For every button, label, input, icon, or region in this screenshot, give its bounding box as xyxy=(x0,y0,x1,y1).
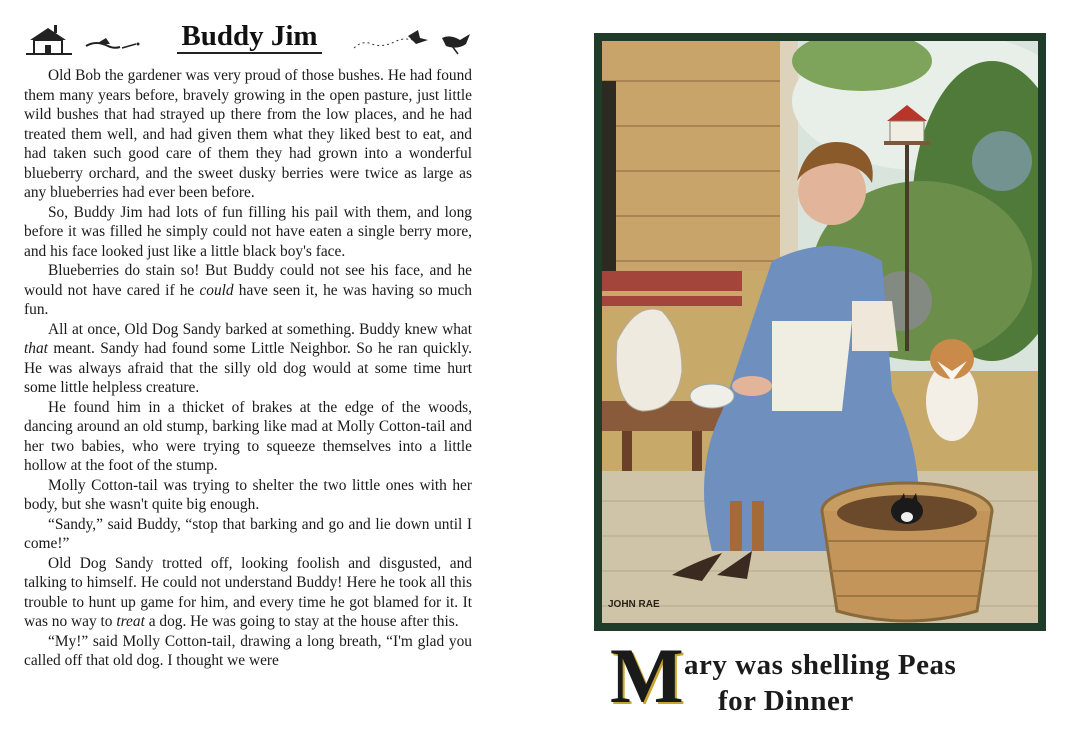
page-header xyxy=(22,18,477,62)
left-page xyxy=(0,0,500,751)
paragraph: “Sandy,” said Buddy, “stop that barking and go and lie down until I come!” xyxy=(24,515,472,552)
paragraph: “My!” said Molly Cotton-tail, drawing a long breath, “I'm glad you called off that old dog. I thought we were xyxy=(24,632,472,669)
right-page xyxy=(560,0,1065,751)
caption-line-2: for Dinner xyxy=(718,685,854,717)
paragraph: Old Bob the gardener was very proud of those bushes. He had found them many years before, bravely growing in the open pasture, just little wild bushes that had strayed up there from the low places, and he had treated them well, and had given them what they liked best to eat, and had taken such good care of them they had grown into a wonderful blueberry orchard, and the sweet dusky berries were twice as large as any blueberries had ever been before. xyxy=(24,67,472,201)
caption-drop-cap: M xyxy=(610,632,684,719)
illustration xyxy=(602,41,1038,623)
porch-scene-illustration xyxy=(602,41,1038,623)
paragraph: All at once, Old Dog Sandy barked at something. Buddy knew what that meant. Sandy had found some Little Neighbor. So he ran quickly. He was always afraid that the silly old dog would at some time hurt some little helpless creature. xyxy=(24,320,472,396)
paragraph: Molly Cotton-tail was trying to shelter the two little ones with her body, but she wasn't quite big enough. xyxy=(24,476,472,513)
caption-line-1: ary was shelling Peas xyxy=(684,649,957,681)
paragraph: Old Dog Sandy trotted off, looking foolish and disgusted, and talking to himself. He could not understand Buddy! Here he took all this trouble to hunt up game for him, and every time he got blamed for it. It was no way to treat a dog. He was going to stay at the house after this. xyxy=(24,554,472,630)
birds-ornament-icon xyxy=(352,24,477,58)
story-text xyxy=(24,66,472,671)
illustration-frame xyxy=(594,33,1046,631)
paragraph: Blueberries do stain so! But Buddy could not see his face, and he would not have cared if he could have seen it, he was having so much fun. xyxy=(24,262,472,318)
paragraph: So, Buddy Jim had lots of fun filling his pail with them, and long before it was filled he simply could not have eaten a single berry more, and his face looked just like a little black boy's face. xyxy=(24,203,472,260)
artist-signature: JOHN RAE xyxy=(608,599,660,610)
paragraph: He found him in a thicket of brakes at the edge of the woods, dancing around an old stump, barking like mad at Molly Cotton-tail and her two babies, who were trying to squeeze themselves into a little hollow at the foot of the stump. xyxy=(24,398,472,474)
page-title-text: Buddy Jim xyxy=(177,20,321,54)
